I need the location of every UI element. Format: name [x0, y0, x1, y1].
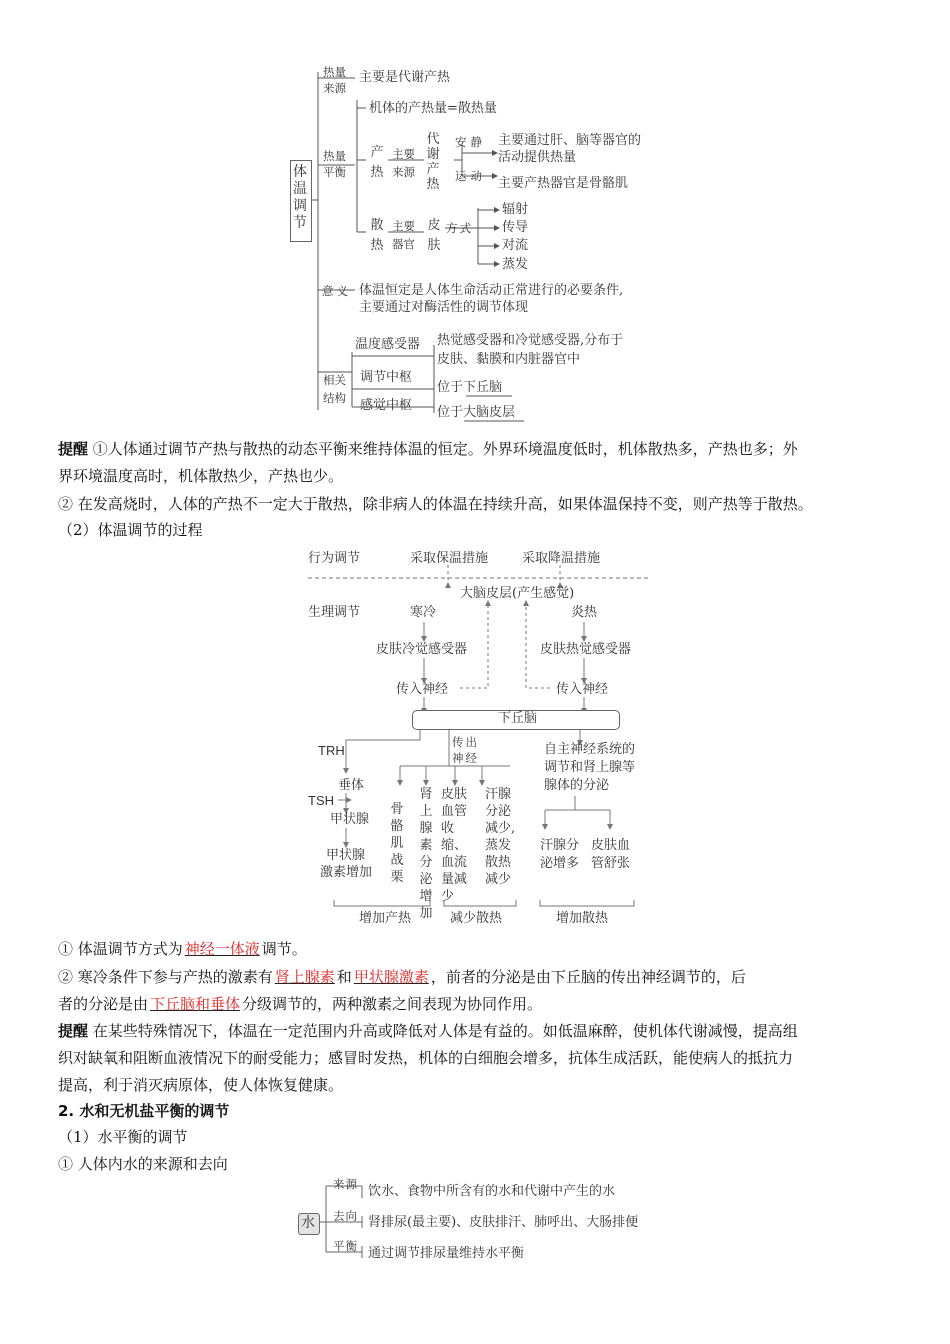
heat-source-label-2: 来源 [323, 81, 346, 95]
cool-down: 采取降温措施 [522, 551, 601, 566]
heat-source-text: 主要是代谢产热 [359, 70, 451, 85]
tip1-line1 [58, 437, 798, 461]
dilate-1: 皮肤血 [591, 838, 631, 853]
q1-pre: ① 体温调节方式为 [58, 940, 183, 958]
sub-heading-2: ① 人体内水的来源和去向 [58, 1155, 228, 1173]
tip2-text-1: 在某些特殊情况下，体温在一定范围内升高或降低对人体是有益的。如低温麻醉，使机体代谢减慢，提高组 [92, 1022, 798, 1040]
hot-label: 炎热 [571, 605, 598, 620]
root-label: 体温调节 [293, 164, 307, 231]
dilate-2: 管舒张 [591, 856, 631, 871]
sweat-label: 汗腺分泌减少,蒸发散热减少 [485, 787, 516, 887]
q1-answer: 神经一体液 [184, 940, 260, 958]
q3-answer: 下丘脑和垂体 [150, 995, 241, 1013]
physio-label: 生理调节 [308, 605, 361, 620]
vessel-label: 皮肤血管收缩、血流量减少 [441, 787, 468, 904]
way-conduction: 传导 [502, 220, 529, 235]
out-label: 去向 [333, 1209, 358, 1223]
main-source-1: 主要 [392, 147, 415, 161]
efferent-1: 传出 [452, 735, 479, 749]
sense-text: 位于大脑皮层 [437, 405, 516, 420]
inc-heat: 增加产热 [359, 911, 412, 926]
q2-answer-1: 肾上腺素 [274, 968, 335, 986]
way-evaporation: 蒸发 [502, 257, 529, 272]
main-organ-2: 器官 [392, 237, 415, 251]
tip2-line3: 提高，利于消灭病原体，使人体恢复健康。 [58, 1076, 344, 1094]
auto-1: 自主神经系统的 [544, 742, 636, 757]
fill-line-1 [58, 937, 307, 961]
dissipate-label: 散热 [370, 218, 384, 253]
related-label-2: 结构 [323, 391, 346, 405]
balance-label: 平衡 [333, 1239, 358, 1253]
tip2-line2: 织对缺氧和阻断血液情况下的耐受能力；感冒时发热，机体的白细胞会增多，抗体生成活跃，能使病人的抵抗力 [58, 1049, 794, 1067]
tip1-line3: ② 在发高烧时，人体的产热不一定大于散热，除非病人的体温在持续升高，如果体温保持不变，则产热等于散热。 [58, 495, 813, 513]
thyroid: 甲状腺 [330, 812, 370, 827]
receptor-text-1: 热觉感受器和冷觉感受器,分布于 [437, 333, 624, 348]
q1-post: 调节。 [261, 940, 307, 958]
sub-heading-1: （1）水平衡的调节 [58, 1128, 188, 1146]
heat-source-label-1: 热量 [323, 65, 346, 79]
balance-text: 通过调节排尿量维持水平衡 [368, 1246, 525, 1261]
out-text: 肾排尿(最主要)、皮肤排汗、肺呼出、大肠排便 [368, 1215, 639, 1230]
heat-balance-label-1: 热量 [323, 149, 346, 163]
main-source-2: 来源 [392, 165, 415, 179]
related-label-1: 相关 [323, 373, 346, 387]
sweat-up-2: 泌增多 [540, 856, 580, 871]
tip1-text-1: ①人体通过调节产热与散热的动态平衡来维持体温的恒定。外界环境温度低时，机体散热多，产热也多；外 [92, 440, 798, 458]
center-text: 位于下丘脑 [437, 380, 503, 395]
way-convection: 对流 [502, 238, 529, 253]
way-radiation: 辐射 [502, 202, 529, 217]
cold-label: 寒冷 [410, 605, 437, 620]
heat-equation: 机体的产热量=散热量 [369, 101, 497, 116]
tip2-label: 提醒 [58, 1022, 89, 1040]
move-text: 主要产热器官是骨骼肌 [498, 176, 629, 191]
meaning-text-2: 主要通过对酶活性的调节体现 [359, 300, 529, 315]
q2-mid: 和 [336, 968, 352, 986]
dec-loss: 减少散热 [450, 911, 503, 926]
thyroid-hormone-2: 激素增加 [320, 865, 373, 880]
adrenal-label: 肾上腺素分泌增加 [419, 787, 433, 921]
behavior-label: 行为调节 [308, 551, 361, 566]
q3-pre: 者的分泌是由 [58, 995, 149, 1013]
meaning-label: 意义 [322, 284, 351, 298]
main-organ-1: 主要 [392, 219, 415, 233]
auto-3: 腺体的分泌 [544, 778, 610, 793]
sense-label: 感觉中枢 [360, 398, 413, 413]
water-root: 水 [301, 1215, 315, 1231]
rest-label: 安静 [455, 135, 486, 149]
muscle-label: 骨骼肌战栗 [390, 802, 404, 885]
q2-answer-2: 甲状腺激素 [353, 968, 429, 986]
hot-receptor: 皮肤热觉感受器 [540, 642, 632, 657]
tsh-label: TSH [308, 793, 334, 808]
q3-post: 分级调节的，两种激素之间表现为协同作用。 [242, 995, 543, 1013]
heat-balance-label-2: 平衡 [323, 165, 346, 179]
sweat-up-1: 汗腺分 [540, 838, 580, 853]
cortex: 大脑皮层(产生感觉) [460, 586, 575, 601]
rest-text-1: 主要通过肝、脑等器官的 [498, 133, 642, 148]
afferent-left: 传入神经 [396, 682, 449, 697]
receptor-label: 温度感受器 [355, 337, 421, 352]
receptor-text-2: 皮肤、黏膜和内脏器官中 [437, 352, 581, 367]
pituitary: 垂体 [338, 778, 365, 793]
cold-receptor: 皮肤冷觉感受器 [376, 642, 468, 657]
tip1-line2: 界环境温度高时，机体散热少，产热也少。 [58, 467, 344, 485]
q2-pre: ② 寒冷条件下参与产热的激素有 [58, 968, 273, 986]
source-label: 来源 [333, 1177, 358, 1191]
source-text: 饮水、食物中所含有的水和代谢中产生的水 [368, 1184, 616, 1199]
auto-2: 调节和肾上腺等 [544, 760, 636, 775]
center-label: 调节中枢 [360, 370, 413, 385]
thyroid-hormone-1: 甲状腺 [326, 848, 366, 863]
fill-line-3 [58, 992, 542, 1016]
q2-post: ，前者的分泌是由下丘脑的传出神经调节的，后 [430, 968, 746, 986]
inc-loss: 增加散热 [556, 911, 609, 926]
fill-line-2 [58, 965, 746, 989]
keep-warm: 采取保温措施 [410, 551, 489, 566]
meaning-text-1: 体温恒定是人体生命活动正常进行的必要条件, [359, 283, 624, 298]
section-process: （2）体温调节的过程 [58, 521, 203, 539]
way-label: 方式 [446, 221, 473, 235]
rest-text-2: 活动提供热量 [498, 150, 577, 165]
tip2-line1 [58, 1019, 798, 1043]
efferent-2: 神经 [452, 751, 479, 765]
tip-label: 提醒 [58, 440, 89, 458]
afferent-right: 传入神经 [556, 682, 609, 697]
hypothalamus: 下丘脑 [498, 711, 538, 726]
trh-label: TRH [318, 743, 345, 758]
section-2-heading: 2. 水和无机盐平衡的调节 [58, 1102, 230, 1120]
produce-label: 产热 [370, 145, 384, 180]
metabolic-label: 代谢产热 [426, 132, 440, 192]
skin-label: 皮肤 [427, 218, 441, 253]
move-label: 运动 [455, 169, 486, 183]
